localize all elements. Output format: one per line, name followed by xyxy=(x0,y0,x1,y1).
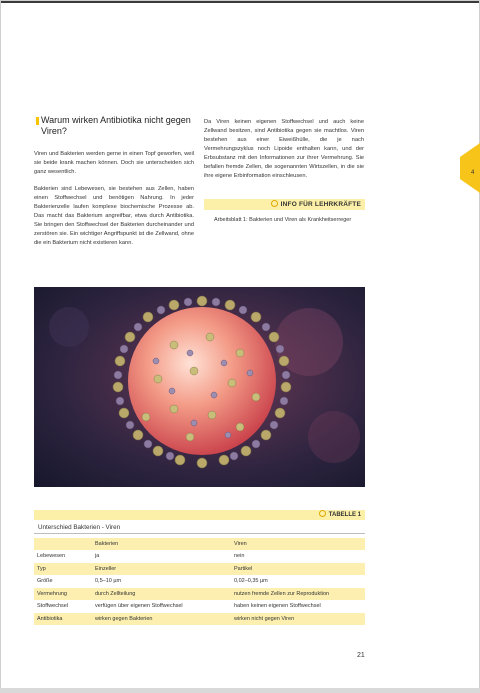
circle-bullet-icon xyxy=(319,510,326,517)
table-label-bar xyxy=(34,510,365,520)
virus-image xyxy=(34,287,365,487)
table-caption: Unterschied Bakterien - Viren xyxy=(38,524,121,531)
table-cell: nein xyxy=(231,551,365,563)
page-top-bar xyxy=(0,0,480,3)
table-row xyxy=(34,601,365,613)
table-cell: Antibiotika xyxy=(34,613,92,625)
table-row xyxy=(34,551,365,563)
table-cell: Stoffwechsel xyxy=(34,601,92,613)
chapter-number: 4 xyxy=(471,170,475,176)
table-cell: nutzen fremde Zellen zur Reproduktion xyxy=(231,588,365,600)
table-divider xyxy=(34,533,365,534)
table-cell: Typ xyxy=(34,563,92,575)
table-cell: Größe xyxy=(34,576,92,588)
table-cell: Einzeller xyxy=(92,563,231,575)
table-cell: Partikel xyxy=(231,563,365,575)
section-heading xyxy=(33,115,193,137)
table-cell: Lebewesen xyxy=(34,551,92,563)
table-header-cell: Bakterien xyxy=(92,538,231,550)
info-label: INFO FÜR LEHRKRÄFTE xyxy=(280,201,361,208)
page-number: 21 xyxy=(357,652,365,659)
table-row xyxy=(34,576,365,588)
table-cell: wirken nicht gegen Viren xyxy=(231,613,365,625)
circle-bullet-icon xyxy=(271,200,278,207)
table-row xyxy=(34,588,365,600)
table-header-cell xyxy=(34,538,92,550)
page-bottom-bar xyxy=(0,688,480,693)
table-row xyxy=(34,613,365,625)
chapter-tab-shape xyxy=(460,143,480,193)
left-text-column xyxy=(34,150,194,256)
right-text-column xyxy=(204,118,364,189)
info-teachers-box[interactable] xyxy=(204,199,365,210)
heading-text: Warum wirken Antibiotika nicht gegen Viren? xyxy=(41,115,191,136)
table-cell: haben keinen eigenen Stoffwechsel xyxy=(231,601,365,613)
table-header-row xyxy=(34,538,365,550)
table-cell: wirken gegen Bakterien xyxy=(92,613,231,625)
table-cell: Vermehrung xyxy=(34,588,92,600)
comparison-table xyxy=(34,537,365,626)
table-cell: verfügen über eigenen Stoffwechsel xyxy=(92,601,231,613)
table-cell: 0,02–0,35 µm xyxy=(231,576,365,588)
table-label: TABELLE 1 xyxy=(328,512,361,518)
paragraph-bacteria: Bakterien sind Lebewesen, sie bestehen aus Zellen, haben einen Stoffwechsel und benötigen Nahrung. In jeder Bakterienzelle laufen komplexe biochemische Prozesse ab. Das macht das Bakterium angreifbar, etwa durch Antibiotika. Sie bringen den Stoffwechsel der Bakterien durcheinander und zerstören sie. Ein wichtiger Angriffspunkt ist die Zellwand, ohne die ein Bakterium nicht existieren kann. xyxy=(34,186,194,246)
table-row xyxy=(34,563,365,575)
chapter-side-tab[interactable] xyxy=(460,143,480,193)
virus-illustration xyxy=(34,287,365,487)
paragraph-viruses: Da Viren keinen eigenen Stoffwechsel und auch keine Zellwand besitzen, sind Antibiotika gegen sie machtlos. Viren bestehen aus einer Eiweißhülle, die je nach Vermehrungszyklus noch Lipoide enthalten kann, und der Erbsubstanz mit den Informationen zur ihrer Vermehrung. Sie befallen fremde Zellen, die sogenannten Wirtszellen, in die sie ihre eigene Erbinformation einschleusen. xyxy=(204,119,364,179)
table-cell: durch Zellteilung xyxy=(92,588,231,600)
paragraph-intro: Viren und Bakterien werden gerne in einen Topf geworfen, weil sie beide krank machen können. Doch sie unterscheiden sich ganz wesentlich. xyxy=(34,151,194,175)
table-cell: ja xyxy=(92,551,231,563)
table-cell: 0,5–10 µm xyxy=(92,576,231,588)
table-header-cell: Viren xyxy=(231,538,365,550)
worksheet-reference[interactable]: Arbeitsblatt 1: Bakterien und Viren als Krankheitserreger xyxy=(214,217,352,223)
